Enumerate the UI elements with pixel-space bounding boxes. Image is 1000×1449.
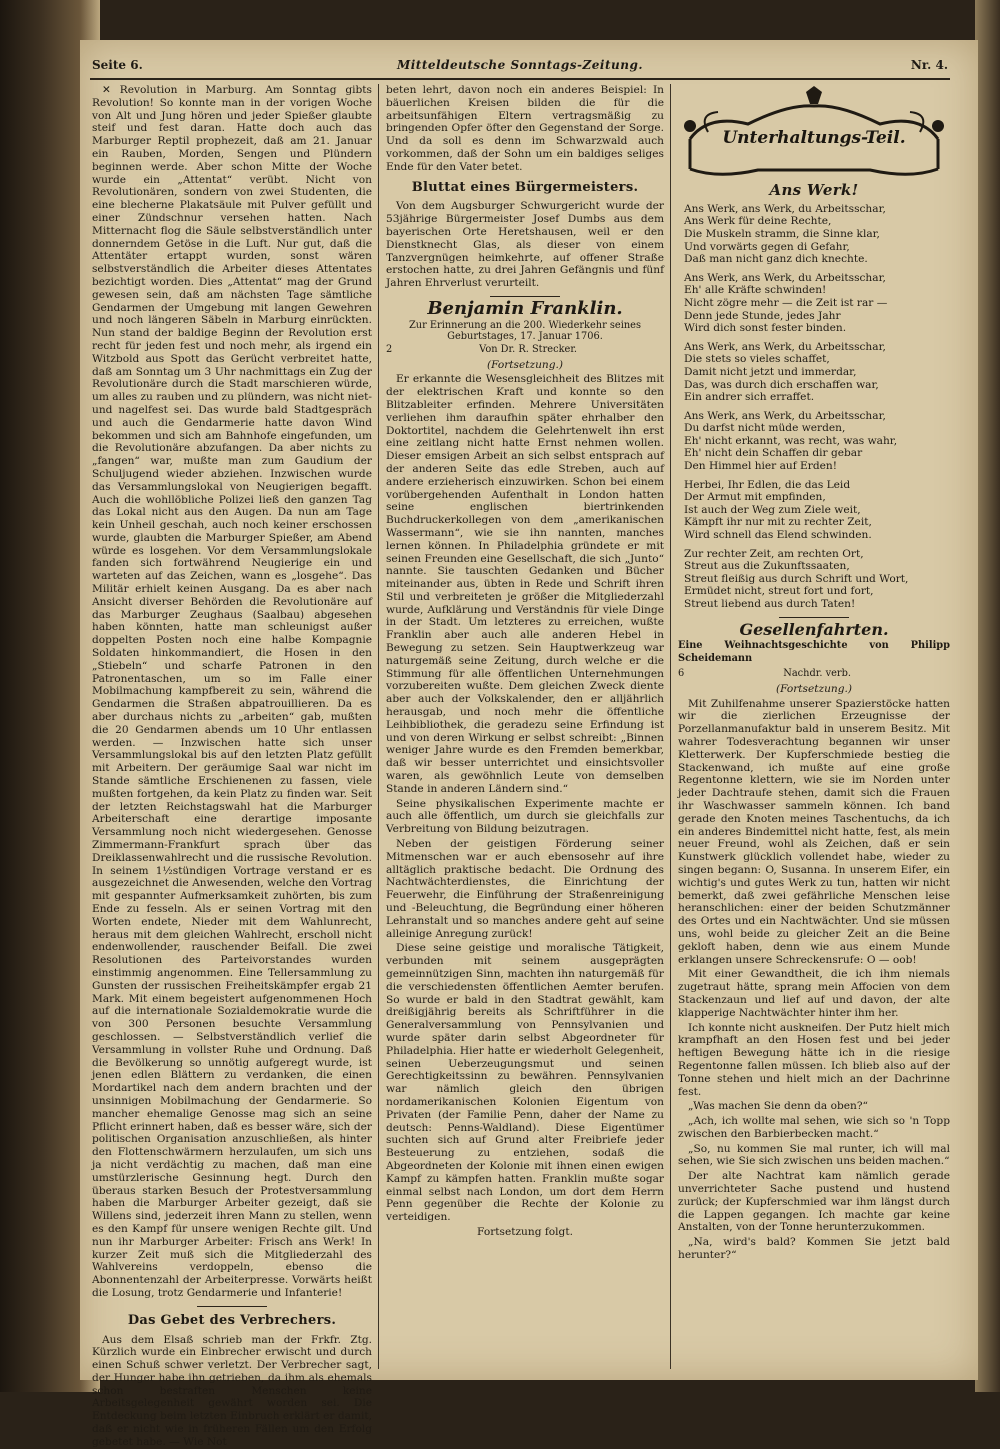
story-subtitle: Eine Weihnachtsgeschichte von Philipp Scheidemann: [678, 640, 950, 665]
header-rule: [90, 78, 950, 80]
poem-stanza: [684, 203, 950, 266]
feuilleton-banner: [678, 84, 950, 180]
poem-line: Damit nicht jetzt und immerdar,: [684, 365, 857, 378]
poem-line: Streut fleißig aus durch Schrift und Wort,: [684, 572, 909, 585]
page-number: Seite 6.: [92, 58, 143, 72]
poem-line: Ans Werk für deine Rechte,: [684, 215, 832, 228]
story-paragraph: Mit einer Gewandtheit, die ich ihm niemals zugetraut hätte, sprang mein Affocien von dem Stackenzaun und lief auf und davon, der alte klapperige Nachtwächter hinter ihm her.: [678, 968, 950, 1019]
poem-line: Nicht zögre mehr — die Zeit ist rar —: [684, 296, 888, 309]
headline-franklin: Benjamin Franklin.: [427, 297, 623, 319]
poem-line: Ermüdet nicht, streut fort und fort,: [684, 585, 874, 598]
continuation-note: (Fortsetzung.): [775, 682, 853, 695]
franklin-paragraph: Seine physikalischen Experimente machte er auch alle öffentlich, um durch sie gleichfalls zur Verbreitung von Bildung beizutragen.: [386, 797, 664, 836]
franklin-paragraph: Diese seine geistige und moralische Tätigkeit, verbunden mit seinem ausgeprägten gemeinnützigen Sinn, machten ihn naturgemäß für die verschiedensten öffentlichen Aemter berufen. So wurde er bald in den Stadtrat gewählt, kam dreißigjährig bereits als Schriftführer in die Generalversammlung von Pennsylvanien und wurde später darin selbst Abgeordneter für Philadelphia. Hier hatte er wiederholt Gelegenheit, seinen Ueberzeugungsmut und seinen Gerechtigkeitssinn zu bewähren. Pennsylvanien war nämlich gleich den übrigen nordamerikanischen Kolonien Eigentum von Privaten (der Familie Penn, daher der Name zu deutsch: Penns-Waldland). Diese Eigentümer suchten sich auf Grund alter Freibriefe jeder Besteuerung zu entziehen, sodaß die Abgeordneten der Kolonie mit ihnen einen ewigen Kampf zu kämpfen hatten. Franklin mußte sogar einmal selbst nach London, um dort dem Herrn Penn gegenüber die Rechte der Kolonie zu verteidigen.: [386, 942, 664, 1224]
headline-gebet: Das Gebet des Verbrechers.: [127, 1312, 337, 1328]
column-divider: [378, 84, 379, 1369]
poem-line: Zur rechter Zeit, am rechten Ort,: [684, 547, 864, 560]
poem-line: Die Muskeln stramm, die Sinne klar,: [684, 227, 880, 240]
poem-line: Ans Werk, ans Werk, du Arbeitsschar,: [684, 271, 886, 284]
franklin-paragraph: Er erkannte die Wesensgleichheit des Blitzes mit der elektrischen Kraft und konnte so den Blitzableiter erfinden. Mehrere Universitäten verliehen ihm daraufhin später ehrhalber den Doktortitel, nachdem die Gelehrtenwelt ihn erst eine zeitlang nicht hatte Ernst nehmen wollen. Dieser emsigen Arbeit an sich selbst entsprach auf der anderen Seite das edle Streben, auch auf andere erzieherisch einzuwirken. Schon bei einem vorübergehenden Aufenthalt in London hatten seine englischen biertrinkenden Buchdruckerkollegen von dem „amerikanischen Wassermann“, wie sie ihn nannten, manches lernen können. In Philadelphia gründete er mit seinen Freunden eine Gesellschaft, die sich „Junto“ nannte. Sie tauschten Gedanken und Bücher miteinander aus, übten in Rede und Schrift ihren Stil und verbreiteten je größer die Mitgliederzahl wurde, Aufklärung und Verständnis für viele Dinge in der Stadt. Um letzteres zu erreichen, wußte Franklin aber auch alle anderen Hebel in Bewegung zu setzen. Sein Hauptwerkzeug war naturgemäß seine Zeitung, durch welche er die Stimmung für alle öffentlichen Unternehmungen vorzubereiten wußte. Dem gleichen Zweck diente aber auch der Volkskalender, den er alljährlich herausgab, und noch mehr die öffentliche Leihbibliothek, die geradezu seine Erfindung ist und von deren Wirkung er selbst schreibt: „Binnen weniger Jahre wurde es den Fremden bemerkbar, daß wir besser unterrichtet und einsichtsvoller waren, als gewöhnlich Leute von demselben Stande in anderen Ländern sind.“: [386, 373, 664, 795]
headline-bluttat: Bluttat eines Bürgermeisters.: [411, 179, 639, 195]
column-2: [386, 84, 664, 1374]
to-be-continued: Fortsetzung folgt.: [477, 1225, 573, 1238]
page-header: [92, 58, 948, 78]
installment-number: 2: [386, 343, 393, 355]
installment-number: 6: [678, 668, 685, 679]
franklin-paragraph: Neben der geistigen Förderung seiner Mitmenschen war er auch ebensosehr auf ihre alltäglich praktische bedacht. Die Ordnung des Nachtwächterdienstes, die Einrichtung der Feuerwehr, die Einführung der Straßenreinigung und -Beleuchtung, die Begründung einer höheren Lehranstalt und so manches andere geht auf seine alleinige Anregung zurück!: [386, 838, 664, 940]
poem-stanza: [684, 548, 950, 611]
story-paragraph: „Was machen Sie denn da oben?“: [688, 1100, 868, 1113]
story-paragraph: Ich konnte nicht auskneifen. Der Putz hielt mich krampfhaft an den Hosen fest und bei jeder heftigen Bewegung hätte ich in die riesige Regentonne fallen müssen. Ich blieb also auf der Tonne stehen und hielt mich an der Dachrinne fest.: [678, 1021, 950, 1098]
poem-line: Ans Werk, ans Werk, du Arbeitsschar,: [684, 409, 886, 422]
poem-line: Und vorwärts gegen di Gefahr,: [684, 240, 850, 253]
poem-stanza: [684, 410, 950, 473]
article-marburg: ✕ Revolution in Marburg. Am Sonntag gibts Revolution! So konnte man in der vorigen Woche von Alt und Jung hören und jeder Spießer glaubte steif und fest daran. Hatte doch auch das Marburger Reptil prophezeit, daß am 21. Januar ein Rauben, Morden, Sengen und Plündern beginnen werde. Aber schon Mitte der Woche wurde ein „Attentat“ verübt. Nicht von Revolutionären, sondern von zwei Studenten, die eine blecherne Plakatsäule mit Pulver gefüllt und einer Zündschnur versehen hatten. Nach Mitternacht flog die Säule selbstverständlich unter donnerndem Getöse in die Luft. Nur gut, daß die Attentäter ertappt wurden, sonst wären selbstverständlich die Arbeiter dieses Attentates bezichtigt worden. Dies „Attentat“ mag der Grund gewesen sein, daß am nächsten Tage sämtliche Gendarmen der Umgebung mit langen Gewehren und noch längeren Säbeln in Marburg einrückten. Nun stand der baldige Beginn der Revolution erst recht für jeden fest und noch mehr, als irgend ein Witzbold aus Spott das Gerücht verbreitet hatte, daß am Sonntag um 3 Uhr nachmittags ein Zug der Revolutionäre durch die Stadt marschieren würde, um alles zu rauben und zu plündern, was nicht niet- und nagelfest sei. Das wurde bald Stadtgespräch und auch die Gendarmerie hatte davon Wind bekommen und sich am Bahnhofe eingefunden, um die Revolutionäre abzufangen. Da aber nichts zu „fangen“ war, mußte man zum Gaudium der Schuljugend wieder abziehen. Inzwischen wurde das Versammlungslokal von Neugierigen begafft. Auch die wohllöbliche Polizei ließ den ganzen Tag das Lokal nicht aus den Augen. Da nun am Tage kein Unheil geschah, auch noch keiner erschossen wurde, glaubten die Marburger Spießer, am Abend würde es losgehen. Vor dem Versammlungslokale fanden sich fortwährend Neugierige ein und warteten auf das Zeichen, wann es „losgehe“. Das Militär erhielt keinen Ausgang. Da es aber nach Ansicht diverser Behörden die Revolutionäre auf das Marburger Zeughaus (Saalbau) abgesehen haben könnten, hatte man schleunigst außer doppelten Posten noch eine halbe Kompagnie Soldaten hinkommandiert, die Hosen in den „Stiebeln“ und scharfe Patronen in den Patronentaschen, um so im Falle einer Mobilmachung kampfbereit zu sein, während die Gendarmen die Straßen abpatrouillieren. Da es aber durchaus nichts zu „arbeiten“ gab, mußten die 20 Gendarmen abends um 10 Uhr entlassen werden. — Inzwischen hatte sich unser Versammlungslokal bis auf den letzten Platz gefüllt mit Arbeitern. Der geräumige Saal war nicht im Stande sämtliche Erschienenen zu fassen, viele mußten fortgehen, da kein Platz zu finden war. Seit der letzten Reichstagswahl hat die Marburger Arbeiterschaft eine derartige imposante Versammlung noch nicht wiedergesehen. Genosse Zimmermann-Frankfurt sprach über das Dreiklassenwahlrecht und die russische Revolution. In seinem 1½stündigen Vortrage verstand er es ausgezeichnet die Anwesenden, welche den Vortrag mit gespannter Aufmerksamkeit zuhörten, bis zum Ende zu fesseln. Als er seinen Vortrag mit den Worten endete, Nieder mit dem Wahlunrecht, heraus mit dem gleichen Wahlrecht, erscholl nicht endenwollender, rauschender Beifall. Die zwei Resolutionen des Parteivorstandes wurden einstimmig angenommen. Eine Tellersammlung zu Gunsten der russischen Freiheitskämpfer ergab 21 Mark. Mit einem begeistert aufgenommenen Hoch auf die internationale Sozialdemokratie wurde die von 300 Personen besuchte Versammlung geschlossen. — Selbstverständlich verlief die Versammlung in vollster Ruhe und Ordnung. Daß die Bevölkerung so unnötig aufgeregt wurde, ist jenen edlen Blättern zu verdanken, die einen Mordartikel nach dem andern brachten und der unsinnigen Mobilmachung der Gendarmerie. So mancher ehemalige Genosse mag sich an seine Pflicht erinnert haben, daß es besser wäre, sich der politischen Organisation anzuschließen, als hinter den Flottenschwärmern herzulaufen, um sich uns ja nicht verdächtig zu machen, daß man eine umstürzlerische Gesinnung hegt. Durch den überaus starken Besuch der Protestversammlung haben die Marburger Arbeiter gezeigt, daß sie Willens sind, jederzeit ihren Mann zu stellen, wenn es den Kampf für unsere wenigen Rechte gilt. Und nun ihr Marburger Arbeiter: Frisch ans Werk! In kurzer Zeit muß sich die Mitgliederzahl des Wahlvereins verdoppeln, ebenso die Abonnentenzahl der Arbeiterpresse. Vorwärts heißt die Losung, trotz Gendarmerie und Infanterie!: [92, 84, 372, 1299]
separator-rule: [779, 617, 849, 618]
column-3: [678, 84, 950, 1374]
page-edge: [975, 0, 1000, 1392]
headline-gesellenfahrten: Gesellenfahrten.: [739, 619, 889, 639]
poem-line: Ein andrer sich erraffet.: [684, 391, 815, 404]
poem-line: Daß man nicht ganz dich knechte.: [684, 253, 868, 266]
continuation-note: (Fortsetzung.): [486, 358, 564, 371]
poem-line: Eh' nicht erkannt, was recht, was wahr,: [684, 434, 898, 447]
author: Von Dr. R. Strecker.: [479, 343, 578, 355]
column-divider: [670, 84, 671, 1369]
reprint-note: Nachdr. verb.: [783, 668, 851, 679]
story-meta: [678, 668, 950, 681]
article-gebet-cont: beten lehrt, davon noch ein anderes Beispiel: In bäuerlichen Kreisen bilden die für die arbeitsunfähigen Eltern vertragsmäßig zu bringenden Opfer öfter den Gegenstand der Sorge. Und da soll es denn im Schwarzwald auch vorkommen, daß der Sohn um ein baldiges seliges Ende für den Vater betet.: [386, 84, 664, 173]
franklin-byline: [386, 344, 664, 357]
poem-line: Du darfst nicht müde werden,: [684, 422, 846, 435]
poem-line: Das, was durch dich erschaffen war,: [684, 378, 879, 391]
separator-rule: [490, 296, 560, 297]
issue-number: Nr. 4.: [910, 58, 948, 72]
story-paragraph: „Ach, ich wollte mal sehen, wie sich so 'n Topp zwischen den Barbierbecken macht.“: [678, 1115, 950, 1140]
poem-line: Eh' alle Kräfte schwinden!: [684, 284, 827, 297]
poem-line: Die stets so vieles schaffet,: [684, 353, 830, 366]
poem-line: Eh' nicht dein Schaffen dir gebar: [684, 447, 863, 460]
article-gebet: Aus dem Elsaß schrieb man der Frkfr. Ztg. Kürzlich wurde ein Einbrecher erwischt und durch einen Schuß schwer verletzt. Der Verbrecher sagt, der Hunger habe ihn getrieben, da ihm als ehemals schon bestraften Menschen keine Arbeitsgelegenheit gewährt worden sei. Die Entdeckung beim letzten Einbruch erklärt er damit, daß er nicht wie in früheren Fällen um den Erfolg gebetet habe. — Wie Not: [92, 1333, 372, 1448]
story-paragraph: „So, nu kommen Sie mal runter, ich will mal sehen, wie Sie sich zwischen uns beiden machen.“: [678, 1142, 950, 1168]
poem-title: Ans Werk!: [769, 181, 859, 199]
paper-title: Mitteldeutsche Sonntags-Zeitung.: [396, 58, 644, 72]
franklin-subtitle: Zur Erinnerung an die 200. Wiederkehr seines Geburtstages, 17. Januar 1706.: [408, 319, 641, 342]
poem-line: Ans Werk, ans Werk, du Arbeitsschar,: [684, 202, 886, 215]
poem-line: Ans Werk, ans Werk, du Arbeitsschar,: [684, 340, 886, 353]
poem-line: Wird schnell das Elend schwinden.: [684, 529, 872, 542]
poem-line: Streut liebend aus durch Taten!: [684, 598, 856, 611]
poem-line: Denn jede Stunde, jedes Jahr: [684, 309, 841, 322]
poem-line: Streut aus die Zukunftssaaten,: [684, 560, 850, 573]
poem-line: Der Armut mit empfinden,: [684, 491, 826, 504]
story-paragraph: „Na, wird's bald? Kommen Sie jetzt bald herunter?“: [678, 1236, 950, 1262]
story-paragraph: Der alte Nachtrat kam nämlich gerade unverrichteter Sache pustend und hustend zurück; der Kupferschmied war ihm längst durch die Lappen gegangen. Ich machte gar keine Anstalten, von der Tonne herunterzukommen.: [678, 1170, 950, 1234]
separator-rule: [197, 1306, 267, 1307]
poem-line: Wird dich sonst fester binden.: [684, 322, 847, 335]
column-1: [92, 84, 372, 1448]
poem-line: Den Himmel hier auf Erden!: [684, 460, 837, 473]
poem: [678, 203, 950, 611]
poem-line: Kämpft ihr nur mit zu rechter Zeit,: [684, 516, 872, 529]
poem-line: Herbei, Ihr Edlen, die das Leid: [684, 478, 851, 491]
story-paragraph: Mit Zuhilfenahme unserer Spazierstöcke hatten wir die zierlichen Erzeugnisse der Porzellanmanufaktur bald in unserem Besitz. Mit wahrer Todesverachtung begannen wir unser Kletterwerk. Der Kupferschmiede bestieg die Stackenwand, ich mußte auf eine große Regentonne klettern, wie sie im Norden unter jeder Dachtraufe stehen, damit sich die Frauen ihr Waschwasser sammeln können. Ich band gerade den Knoten meines Taschentuchs, da ich ein anderes Bindemittel nicht hatte, fest, als mein neuer Freund, wohl als Zeichen, daß er sein Kunstwerk glücklich vollendet habe, wieder zu singen begann: O, Susanna. In unserem Eifer, ein wichtig's und gutes Werk zu tun, hatten wir nicht bemerkt, daß zwei gefährliche Menschen leise heranschlichen: einer der beiden Schutzmänner des Ortes und ein Nachtwächter. Und sie müssen uns, wohl beide zu gleicher Zeit an die Beine gekloft haben, denn wie aus einem Munde erklangen unsere Schreckensrufe: O — oob!: [678, 697, 950, 966]
poem-stanza: [684, 341, 950, 404]
poem-stanza: [684, 272, 950, 335]
article-bluttat: Von dem Augsburger Schwurgericht wurde der 53jährige Bürgermeister Josef Dumbs aus dem bayerischen Orte Heretshausen, weil er den Dienstknecht Glas, als dieser von einem Tanzvergnügen heimkehrte, auf offener Straße erstochen hatte, zu drei Jahren Gefängnis und fünf Jahren Ehrverlust verurteilt.: [386, 200, 664, 290]
poem-stanza: [684, 479, 950, 542]
poem-line: Ist auch der Weg zum Ziele weit,: [684, 503, 861, 516]
section-title: Unterhaltungs-Teil.: [722, 128, 906, 148]
newspaper-page: [80, 40, 978, 1448]
